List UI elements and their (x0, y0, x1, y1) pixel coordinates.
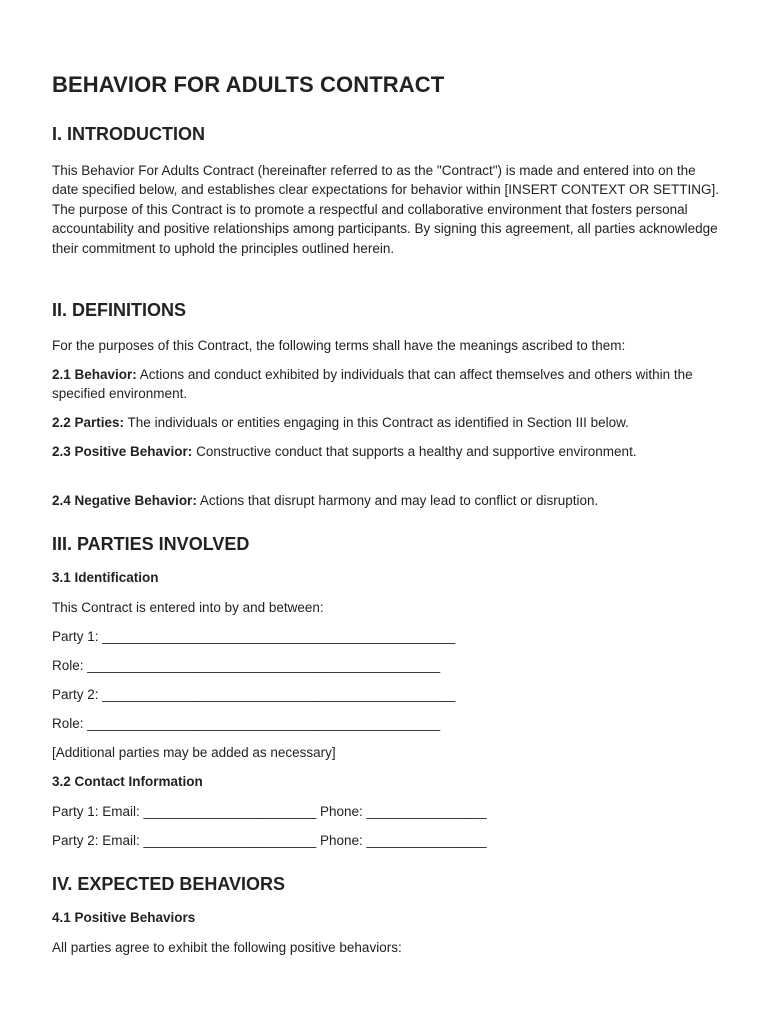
additional-parties-note: [Additional parties may be added as necessary] (52, 745, 336, 760)
definitions-heading: II. DEFINITIONS (52, 300, 187, 320)
positive-behaviors-heading: 4.1 Positive Behaviors (52, 910, 196, 925)
role-2-line: Role: _______________________________________________ (52, 716, 441, 731)
parties-heading: III. PARTIES INVOLVED (52, 534, 250, 554)
document-title: BEHAVIOR FOR ADULTS CONTRACT (52, 72, 445, 97)
expected-behaviors-heading: IV. EXPECTED BEHAVIORS (52, 874, 286, 894)
contact-heading: 3.2 Contact Information (52, 774, 203, 789)
identification-heading: 3.1 Identification (52, 570, 159, 585)
definition-text: Constructive conduct that supports a healthy and supportive environment. (192, 444, 637, 459)
role-1-line: Role: _______________________________________________ (52, 658, 441, 673)
intro-heading: I. INTRODUCTION (52, 124, 205, 144)
party-2-line: Party 2: _______________________________________________ (52, 687, 456, 702)
definition-term: 2.4 Negative Behavior: (52, 493, 197, 508)
definition-text: The individuals or entities engaging in this Contract as identified in Section III below. (124, 415, 629, 430)
definition-term: 2.2 Parties: (52, 415, 125, 430)
definition-negative-behavior (52, 491, 724, 510)
definition-positive-behavior (52, 442, 652, 461)
positive-behaviors-intro: All parties agree to exhibit the following positive behaviors: (52, 940, 402, 955)
party-1-contact-line: Party 1: Email: _______________________ Phone: ________________ (52, 804, 487, 819)
intro-paragraph: This Behavior For Adults Contract (hereinafter referred to as the "Contract") is made and entered into on the date specified below, and establishes clear expectations for behavior within [INSERT CONTEXT OR SETTING]. The purpose of this Contract is to promote a respectful and collaborative environment that fosters personal accountability and positive relationships among participants. By signing this agreement, all parties acknowledge their commitment to uphold the principles outlined herein. (52, 163, 720, 256)
definition-text: Actions and conduct exhibited by individuals that can affect themselves and others within the specified environment. (52, 367, 693, 402)
definition-term: 2.1 Behavior: (52, 367, 137, 382)
party-2-contact-line: Party 2: Email: _______________________ Phone: ________________ (52, 833, 487, 848)
definitions-intro: For the purposes of this Contract, the following terms shall have the meanings ascribed to them: (52, 338, 626, 353)
definition-text: Actions that disrupt harmony and may lead to conflict or disruption. (196, 493, 599, 508)
definition-parties (52, 413, 724, 432)
identification-intro: This Contract is entered into by and between: (52, 600, 324, 615)
definition-behavior (52, 365, 724, 404)
party-1-line: Party 1: _______________________________________________ (52, 629, 456, 644)
definition-term: 2.3 Positive Behavior: (52, 444, 193, 459)
